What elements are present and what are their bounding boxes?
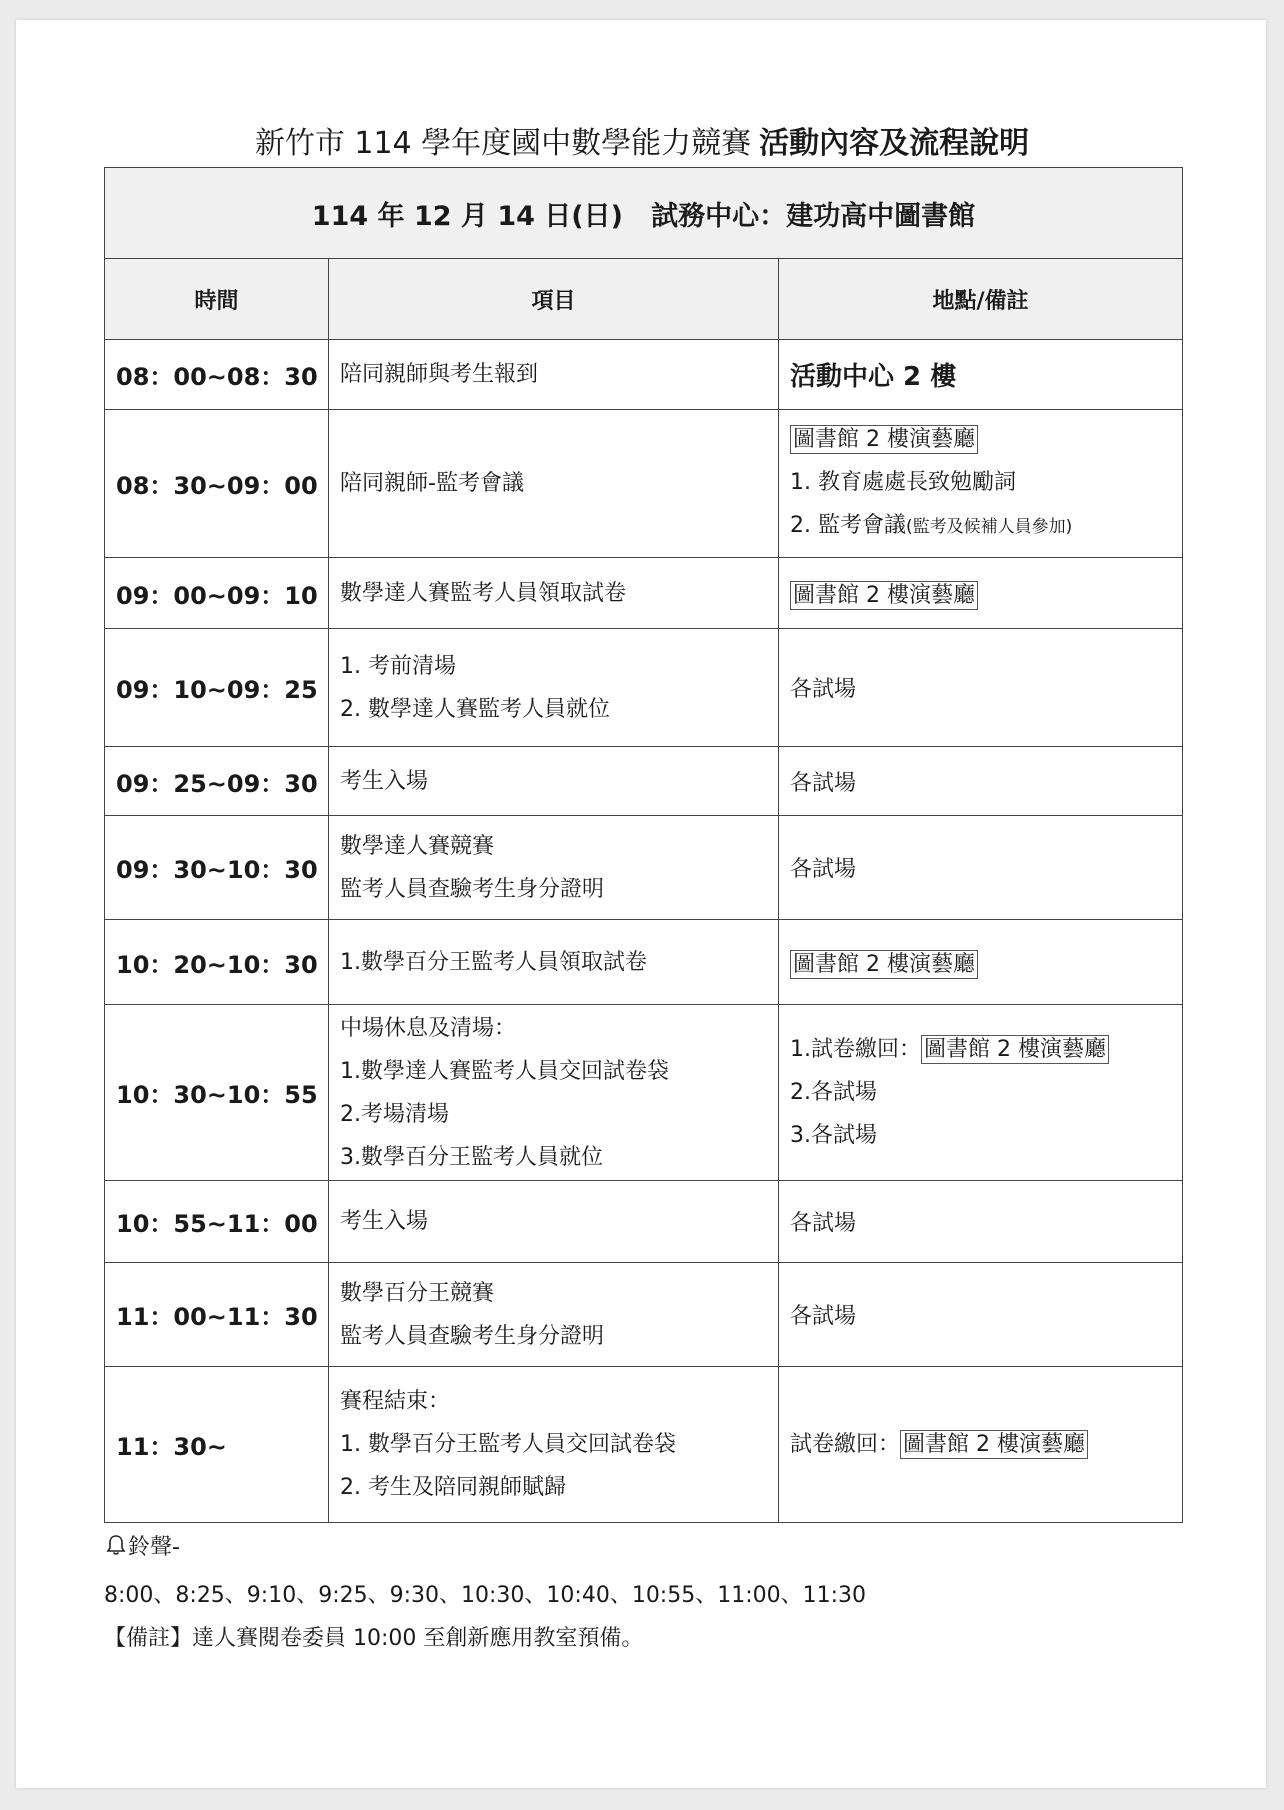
time-cell: 08：00~08：30 (105, 340, 329, 410)
time-cell: 10：30~10：55 (105, 1005, 329, 1181)
note-small: (監考及候補人員參加) (905, 517, 1073, 537)
location-box: 圖書館 2 樓演藝廳 (921, 1035, 1109, 1064)
location-box: 圖書館 2 樓演藝廳 (900, 1430, 1088, 1459)
note-cell (779, 410, 1183, 558)
note-prefix: 試卷繳回： (790, 1432, 901, 1457)
item-line: 3.數學百分王監考人員就位 (340, 1144, 603, 1170)
time-cell: 10：20~10：30 (105, 920, 329, 1005)
table-row (105, 1005, 1183, 1181)
item-line: 1. 數學百分王監考人員交回試卷袋 (340, 1432, 676, 1457)
item-line: 數學百分王競賽 (340, 1280, 495, 1306)
footer-remark: 【備註】達人賽閱卷委員 10:00 至創新應用教室預備。 (104, 1626, 644, 1651)
time-cell: 11：00~11：30 (105, 1263, 329, 1367)
item-line: 考生入場 (340, 768, 429, 794)
item-cell (329, 340, 779, 410)
table-row (105, 920, 1183, 1005)
table-row (105, 558, 1183, 629)
item-cell (329, 747, 779, 816)
note-line: 3.各試場 (790, 1123, 877, 1148)
note-bold: 活動中心 2 樓 (790, 362, 957, 392)
item-line: 陪同親師與考生報到 (340, 362, 539, 387)
title-bold: 活動內容及流程說明 (759, 126, 1030, 161)
note-prefix: 1.試卷繳回： (790, 1037, 921, 1062)
location-box: 圖書館 2 樓演藝廳 (790, 950, 978, 979)
note-cell (779, 1005, 1183, 1181)
item-line: 陪同親師-監考會議 (340, 471, 524, 496)
item-line: 2. 數學達人賽監考人員就位 (340, 696, 610, 722)
table-row (105, 816, 1183, 920)
item-line: 考生入場 (340, 1209, 429, 1234)
time-cell: 08：30~09：00 (105, 410, 329, 558)
time-cell: 09：25~09：30 (105, 747, 329, 816)
bell-label: 鈴聲- (128, 1535, 180, 1560)
item-cell (329, 1367, 779, 1523)
note-cell (779, 558, 1183, 629)
table-row (105, 747, 1183, 816)
location-box: 圖書館 2 樓演藝廳 (790, 425, 978, 454)
note-line: 2. 監考會議 (790, 513, 906, 538)
item-line: 2. 考生及陪同親師賦歸 (340, 1475, 566, 1500)
table-header-row (105, 168, 1183, 259)
item-cell (329, 629, 779, 747)
item-line: 2.考場清場 (340, 1101, 449, 1127)
item-line: 監考人員查驗考生身分證明 (340, 876, 605, 902)
bell-label-line (104, 1530, 180, 1563)
time-cell: 09：30~10：30 (105, 816, 329, 920)
page-title (0, 118, 1284, 162)
location-box: 圖書館 2 樓演藝廳 (790, 581, 978, 610)
column-header-location: 地點/備註 (779, 259, 1183, 340)
note-cell: 各試場 (779, 1181, 1183, 1263)
item-cell (329, 816, 779, 920)
column-header-time: 時間 (105, 259, 329, 340)
column-header-item: 項目 (329, 259, 779, 340)
table-row (105, 340, 1183, 410)
table-row (105, 1263, 1183, 1367)
item-line: 監考人員查驗考生身分證明 (340, 1323, 605, 1349)
item-line: 中場休息及清場： (340, 1015, 517, 1041)
time-cell: 11：30~ (105, 1367, 329, 1523)
item-line: 數學達人賽監考人員領取試卷 (340, 580, 627, 606)
note-cell: 各試場 (779, 747, 1183, 816)
table-row (105, 629, 1183, 747)
schedule-table (104, 167, 1183, 1523)
note-cell (779, 920, 1183, 1005)
note-cell: 各試場 (779, 816, 1183, 920)
item-cell (329, 558, 779, 629)
table-row (105, 1367, 1183, 1523)
column-header-row (105, 259, 1183, 340)
note-cell (779, 1367, 1183, 1523)
note-line: 2.各試場 (790, 1080, 877, 1105)
item-line: 1.數學百分王監考人員領取試卷 (340, 949, 647, 975)
item-cell (329, 920, 779, 1005)
item-line: 1.數學達人賽監考人員交回試卷袋 (340, 1058, 669, 1084)
item-line: 賽程結束： (340, 1389, 451, 1414)
table-header: 114 年 12 月 14 日(日) 試務中心：建功高中圖書館 (105, 168, 1183, 259)
item-cell (329, 1005, 779, 1181)
table-row (105, 1181, 1183, 1263)
time-cell: 10：55~11：00 (105, 1181, 329, 1263)
item-line: 1. 考前清場 (340, 653, 456, 679)
note-line: 1. 教育處處長致勉勵詞 (790, 470, 1016, 495)
note-cell (779, 340, 1183, 410)
bell-icon (104, 1533, 128, 1563)
title-normal: 新竹市 114 學年度國中數學能力競賽 (254, 126, 752, 161)
time-cell: 09：10~09：25 (105, 629, 329, 747)
item-cell (329, 1263, 779, 1367)
item-cell (329, 410, 779, 558)
bell-times: 8:00、8:25、9:10、9:25、9:30、10:30、10:40、10:55、11:00、11:30 (104, 1583, 867, 1608)
note-cell: 各試場 (779, 629, 1183, 747)
item-cell (329, 1181, 779, 1263)
table-row (105, 410, 1183, 558)
item-line: 數學達人賽競賽 (340, 833, 495, 859)
note-cell: 各試場 (779, 1263, 1183, 1367)
time-cell: 09：00~09：10 (105, 558, 329, 629)
